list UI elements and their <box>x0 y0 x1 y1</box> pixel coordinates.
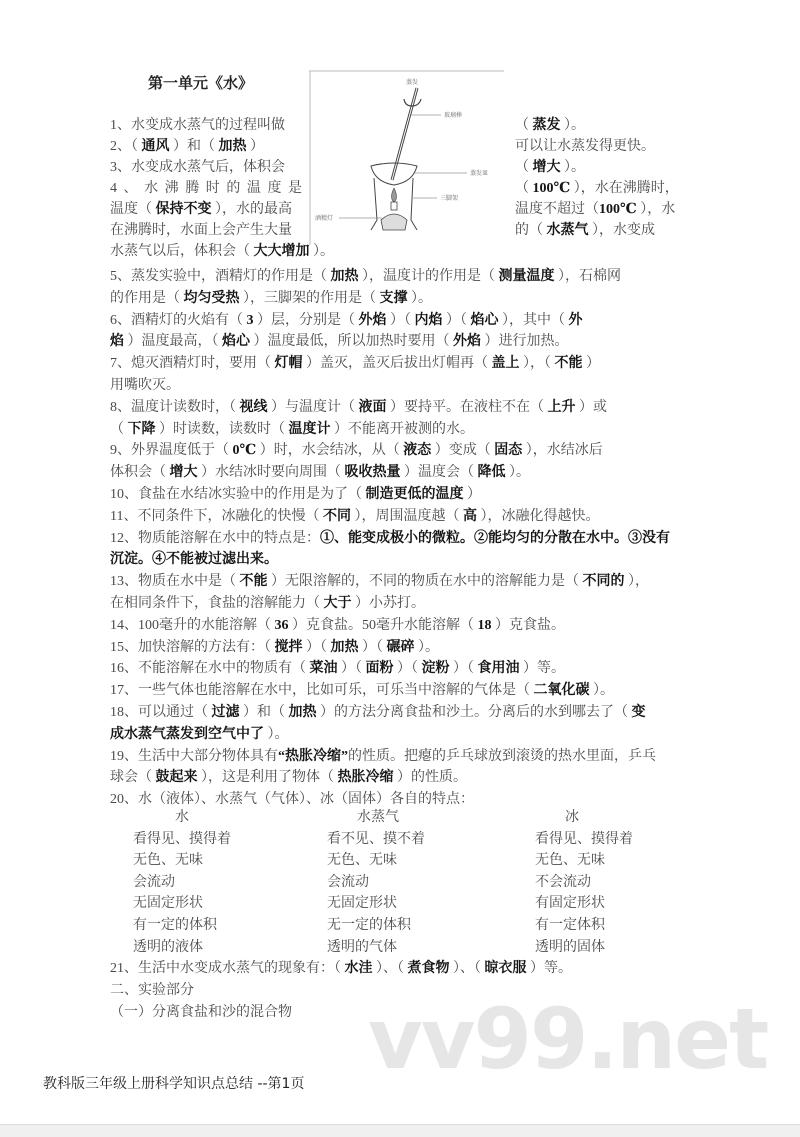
text-line <box>110 593 695 615</box>
question-text: ）。 <box>309 244 334 259</box>
text-line <box>110 310 695 332</box>
answer-text: 鼓起来 <box>155 770 198 786</box>
text-line <box>110 178 710 199</box>
question-text: ），其中（ <box>498 312 569 328</box>
question-text: ）（ <box>393 661 422 677</box>
text-line <box>110 637 695 659</box>
text-line <box>110 746 695 768</box>
knowledge-points <box>110 266 695 811</box>
table-cell: 无固定形状 <box>327 896 397 912</box>
question-text: 在沸腾时，水面上会产生大量 <box>110 223 292 238</box>
left-part <box>110 178 302 199</box>
question-text: 13、物质在水中是（ <box>110 574 240 590</box>
text-line <box>110 241 710 262</box>
intro-with-figure <box>110 115 710 262</box>
text-line <box>110 115 710 136</box>
question-text: ）等。 <box>526 961 572 976</box>
question-text: ），三脚架的作用是（ <box>239 290 380 306</box>
right-part <box>515 199 675 220</box>
answer-text: 成水蒸气蒸发到空气中了 <box>110 726 264 742</box>
text-line <box>110 136 710 157</box>
text-line <box>110 266 695 288</box>
answer-text: 大于 <box>323 595 352 611</box>
right-part <box>515 178 679 199</box>
table-cell: 看不见、摸不着 <box>327 831 425 847</box>
answer-text: 加热 <box>218 139 247 154</box>
text-line <box>110 220 710 241</box>
question-text: ），水 <box>636 202 676 217</box>
answer-text: 外焰 <box>358 312 387 328</box>
question-text: ），周围温度越（ <box>350 508 463 524</box>
question-text: 5、蒸发实验中，酒精灯的作用是（ <box>110 269 331 284</box>
question-text: ）盖灭，盖灭后拔出灯帽再（ <box>302 356 492 372</box>
answer-text: 碾碎 <box>386 639 415 655</box>
answer-text: 加热 <box>330 639 359 655</box>
answer-text: 均匀受热 <box>183 290 240 306</box>
answer-text: 吸收热量 <box>344 465 401 481</box>
question-text: 二、实验部分 <box>110 982 194 998</box>
table-cell: 无色、无味 <box>133 853 203 869</box>
question-text: ）的性质。 <box>393 770 467 786</box>
answer-text: 制造更低的温度 <box>365 486 464 502</box>
question-text: ），水在沸腾时， <box>570 181 679 196</box>
question-text: ）或 <box>575 399 607 415</box>
question-text: ）进行加热。 <box>481 334 569 350</box>
answer-text: 通风 <box>141 139 170 154</box>
question-text: 17、一些气体也能溶解在水中，比如可乐，可乐当中溶解的气体是（ <box>110 683 534 699</box>
unit-title: 第一单元《水》 <box>148 76 254 92</box>
question-text: ）时，水会结冰，从（ <box>256 443 404 459</box>
answer-text: 内焰 <box>414 312 443 328</box>
states-of-water-table <box>110 807 700 958</box>
question-text: ）（ <box>449 661 478 677</box>
question-text: 1、水变成水蒸气的过程叫做 <box>110 118 285 133</box>
table-cell: 有一定的体积 <box>133 917 217 933</box>
right-part <box>515 220 655 241</box>
question-text: ）。 <box>505 465 530 481</box>
answer-text: 热胀冷缩 <box>337 770 394 786</box>
question-text: 4、水沸腾时的温度是 <box>110 181 302 196</box>
table-cell: 无固定形状 <box>133 896 203 912</box>
answer-text: 焰心 <box>222 334 250 350</box>
page-footer: 教科版三年级上册科学知识点总结 --第1页 <box>43 1076 305 1092</box>
answer-text: 晾衣服 <box>484 961 527 976</box>
answer-text: 过滤 <box>211 704 240 720</box>
table-cell: 看得见、摸得着 <box>133 831 231 847</box>
question-text: ）、（ <box>372 961 408 976</box>
left-part <box>110 157 302 178</box>
text-line <box>110 658 695 680</box>
question-text: 3、水变成水蒸气后，体积会 <box>110 160 285 175</box>
question-text: 19、生活中大部分物体具有 <box>110 748 278 764</box>
answer-text: 增大 <box>169 465 198 481</box>
question-text: 体积会（ <box>110 465 170 481</box>
question-text: （ <box>515 181 533 196</box>
answer-text: 水洼 <box>344 961 373 976</box>
table-row <box>110 915 700 937</box>
table-cell: 透明的液体 <box>133 939 203 955</box>
answer-text: 液面 <box>358 399 387 415</box>
question-text: ） <box>463 486 481 502</box>
right-part <box>515 157 585 178</box>
table-cell: 看得见、摸得着 <box>535 831 633 847</box>
question-text: ），这是利用了物体（ <box>197 770 338 786</box>
question-text: ）（ <box>386 312 415 328</box>
question-text: ）等。 <box>519 661 565 677</box>
answer-text: 温度计 <box>288 421 331 437</box>
answer-text: 下降 <box>127 421 156 437</box>
question-text: ） <box>582 356 600 372</box>
answer-text: 不能 <box>239 574 268 590</box>
question-text: 15、加快溶解的方法有：（ <box>110 639 275 655</box>
question-text: 在相同条件下，食盐的溶解能力（ <box>110 595 324 611</box>
question-text: ）与温度计（ <box>267 399 359 415</box>
question-text: ）克食盐。50毫升水能溶解（ <box>288 617 478 633</box>
question-text: ），温度计的作用是（ <box>358 269 499 284</box>
answer-text: “热胀冷缩” <box>278 748 348 764</box>
answer-text: 灯帽 <box>274 356 303 372</box>
question-text: ），水的最高 <box>211 202 292 217</box>
question-text: ），石棉网 <box>554 269 621 284</box>
question-text: ），水结冰后 <box>522 443 603 459</box>
question-text: 温度不超过（ <box>515 202 599 217</box>
question-text: 水蒸气以后，体积会（ <box>110 244 254 259</box>
question-text: ）变成（ <box>431 443 495 459</box>
question-text: 2、（ <box>110 139 142 154</box>
question-text: ）。 <box>264 726 289 742</box>
figure-label-rod: 玻璃棒 <box>444 113 463 119</box>
text-line <box>110 571 695 593</box>
question-text: ）无限溶解的，不同的物质在水中的溶解能力是（ <box>267 574 583 590</box>
answer-text: 加热 <box>330 269 359 284</box>
text-line <box>110 288 695 310</box>
text-line <box>110 375 695 397</box>
answer-text: 水蒸气 <box>546 223 589 238</box>
answer-text: 测量温度 <box>498 269 555 284</box>
text-line <box>110 397 695 419</box>
question-text: ）小苏打。 <box>351 595 425 611</box>
question-text: ）温度最低，所以加热时要用（ <box>250 334 453 350</box>
answer-text: 二氧化碳 <box>533 683 590 699</box>
question-text: ）（ <box>358 639 387 655</box>
question-text: （ <box>515 118 533 133</box>
answer-text: 上升 <box>547 399 576 415</box>
table-cell: 透明的固体 <box>535 939 605 955</box>
text-line <box>110 157 710 178</box>
question-text: 18、可以通过（ <box>110 704 212 720</box>
question-text: ）要持平。在液柱不在（ <box>386 399 548 415</box>
left-part <box>110 115 302 136</box>
answer-text: 固态 <box>494 443 523 459</box>
text-line <box>110 724 695 746</box>
figure-label-lamp: 酒精灯 <box>315 216 334 222</box>
answer-text: 外焰 <box>453 334 481 350</box>
question-text: 6、酒精灯的火焰有（ <box>110 312 247 328</box>
answer-text: 菜油 <box>309 661 338 677</box>
question-text: ）水结冰时要向周围（ <box>197 465 345 481</box>
figure-label-dish: 蒸发皿 <box>470 171 489 177</box>
question-text: ）克食盐。 <box>491 617 565 633</box>
answer-text: 增大 <box>532 160 561 175</box>
column-header: 水蒸气 <box>357 810 399 825</box>
question-text: ）， <box>624 574 649 590</box>
table-row <box>110 850 700 872</box>
text-line <box>110 680 695 702</box>
question-text: ）层，分别是（ <box>253 312 359 328</box>
text-line <box>110 353 695 375</box>
answer-text: 液态 <box>403 443 432 459</box>
table-row <box>110 829 700 851</box>
question-text: 9、外界温度低于（ <box>110 443 233 459</box>
answer-text: 降低 <box>477 465 506 481</box>
question-text: 温度（ <box>110 202 156 217</box>
question-text: ）温度最高，（ <box>124 334 222 350</box>
answer-text: 不同的 <box>582 574 625 590</box>
answer-text: 食用油 <box>477 661 520 677</box>
table-row <box>110 893 700 915</box>
question-text: 的（ <box>515 223 547 238</box>
question-text: 的性质。把瘪的乒乓球放到滚烫的热水里面，乒乓 <box>348 748 656 764</box>
answer-text: 淀粉 <box>421 661 450 677</box>
left-part <box>110 199 302 220</box>
table-cell: 无一定的体积 <box>327 917 411 933</box>
text-line <box>110 702 695 724</box>
question-text: （ <box>110 421 128 437</box>
table-cell: 有一定体积 <box>535 917 605 933</box>
right-part <box>515 136 655 157</box>
figure-label-top: 蒸发 <box>406 80 419 86</box>
table-cell: 透明的气体 <box>327 939 397 955</box>
question-text: ）。 <box>560 160 585 175</box>
answer-text: 变 <box>631 704 646 720</box>
question-text: ）。 <box>560 118 585 133</box>
question-text: ）和（ <box>239 704 289 720</box>
question-text: 16、不能溶解在水中的物质有（ <box>110 661 310 677</box>
question-text: 球会（ <box>110 770 156 786</box>
answer-text: 焰 <box>110 334 124 350</box>
question-text: ）。 <box>589 683 614 699</box>
answer-text: 不能 <box>554 356 583 372</box>
text-line <box>110 419 695 441</box>
answer-text: 0℃ <box>232 443 257 459</box>
question-text: 的作用是（ <box>110 290 184 306</box>
text-line <box>110 199 710 220</box>
question-text: 12、物质能溶解在水中的特点是： <box>110 530 320 546</box>
table-cell: 会流动 <box>133 874 175 890</box>
question-text: ），冰融化得越快。 <box>476 508 600 524</box>
text-line <box>110 462 695 484</box>
table-row <box>110 872 700 894</box>
question-text: ）时读数，读数时（ <box>155 421 289 437</box>
question-text: ）。 <box>414 639 439 655</box>
question-text: 用嘴吹灭。 <box>110 377 180 393</box>
question-text: 10、食盐在水结冰实验中的作用是为了（ <box>110 486 366 502</box>
text-line <box>110 767 695 789</box>
answer-text: 18 <box>477 617 492 633</box>
answer-text: 36 <box>274 617 289 633</box>
answer-text: 加热 <box>288 704 317 720</box>
answer-text: 盖上 <box>491 356 520 372</box>
answer-text: 3 <box>246 312 254 328</box>
question-text: ）（ <box>442 312 471 328</box>
answer-text: 大大增加 <box>253 244 310 259</box>
answer-text: 外 <box>568 312 583 328</box>
question-text: ），水变成 <box>588 223 655 238</box>
answer-text: ①、能变成极小的微粒。②能均匀的分散在水中。③没有 <box>320 530 670 546</box>
answer-text: 100℃ <box>599 202 637 217</box>
column-header: 冰 <box>565 810 579 825</box>
text-line <box>110 484 695 506</box>
question-text: ）不能离开被测的水。 <box>330 421 474 437</box>
question-text: （一）分离食盐和沙的混合物 <box>110 1004 292 1020</box>
text-line <box>110 615 695 637</box>
table-cell: 不会流动 <box>535 874 591 890</box>
column-header: 水 <box>175 810 189 825</box>
answer-text: 煮食物 <box>407 961 450 976</box>
table-row <box>110 937 700 959</box>
question-text: 7、熄灭酒精灯时，要用（ <box>110 356 275 372</box>
figure-label-tripod: 三脚架 <box>440 196 459 202</box>
text-line <box>110 549 695 571</box>
question-text: 14、100毫升的水能溶解（ <box>110 617 275 633</box>
text-line <box>110 506 695 528</box>
right-part <box>515 115 585 136</box>
answer-text: 100℃ <box>532 181 571 196</box>
question-text: ）。 <box>407 290 432 306</box>
text-line <box>110 958 695 980</box>
question-text: ）（ <box>337 661 366 677</box>
question-text: ）和（ <box>169 139 219 154</box>
left-part <box>110 136 302 157</box>
table-cell: 无色、无味 <box>327 853 397 869</box>
question-text: ）温度会（ <box>400 465 478 481</box>
watermark: vv99.net <box>368 990 768 1088</box>
question-text: 21、生活中水变成水蒸气的现象有：（ <box>110 961 345 976</box>
question-text: 20、水（液体）、水蒸气（气体）、冰（固体）各自的特点： <box>110 792 474 808</box>
table-cell: 有固定形状 <box>535 896 605 912</box>
answer-text: 高 <box>462 508 477 524</box>
answer-text: 保持不变 <box>155 202 212 217</box>
text-line <box>110 440 695 462</box>
question-text: ），（ <box>519 356 555 372</box>
answer-text: 面粉 <box>365 661 394 677</box>
answer-text: 焰心 <box>470 312 499 328</box>
table-cell: 无色、无味 <box>535 853 605 869</box>
question-text: ）的方法分离食盐和沙土。分离后的水到哪去了（ <box>316 704 632 720</box>
question-text: ）（ <box>302 639 331 655</box>
left-part <box>110 220 302 241</box>
answer-text: 蒸发 <box>532 118 561 133</box>
question-text: ） <box>246 139 264 154</box>
table-header <box>110 807 700 829</box>
question-text: （ <box>515 160 533 175</box>
table-cell: 会流动 <box>327 874 369 890</box>
answer-text: 搅拌 <box>274 639 303 655</box>
answer-text: 沉淀。④不能被过滤出来。 <box>110 552 278 568</box>
question-text: 8、温度计读数时，（ <box>110 399 240 415</box>
question-text: 可以让水蒸发得更快。 <box>515 139 655 154</box>
question-text: 11、不同条件下，冰融化的快慢（ <box>110 508 323 524</box>
question-text: ）、（ <box>449 961 485 976</box>
answer-text: 视线 <box>239 399 268 415</box>
text-line <box>110 528 695 550</box>
answer-text: 不同 <box>322 508 351 524</box>
text-line <box>110 331 695 353</box>
answer-text: 支撑 <box>379 290 408 306</box>
